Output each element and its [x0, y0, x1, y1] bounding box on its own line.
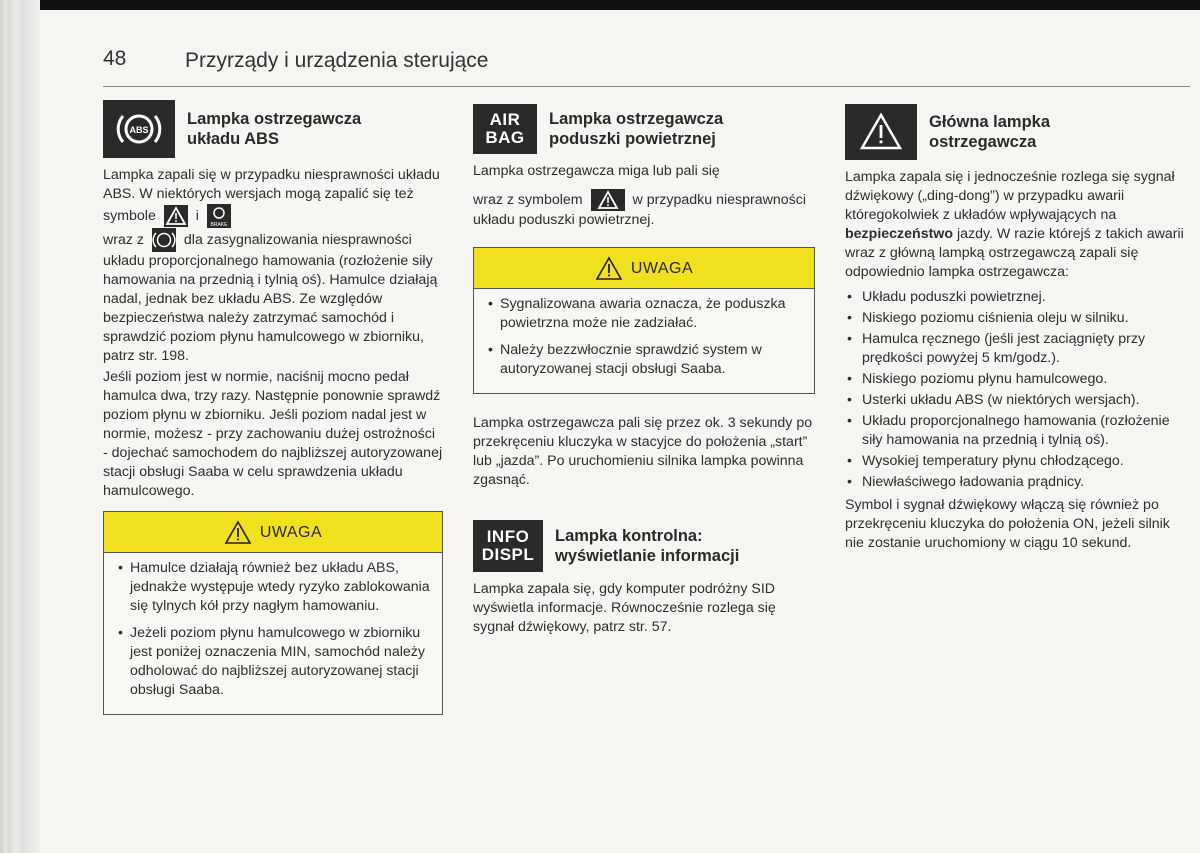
airbag-icon: AIR BAG	[473, 104, 537, 154]
main-warning-section-heading	[845, 104, 1185, 160]
top-edge	[0, 0, 1200, 10]
list-item: • Należy bezzwłocznie sprawdzić system w autoryzowanej stacji obsługi Saaba.	[488, 341, 804, 379]
airbag-section-heading	[473, 104, 818, 154]
list-item: • Niskiego poziomu ciśnienia oleju w silniku.	[845, 309, 1185, 328]
main-warning-list	[845, 288, 1185, 492]
main-warning-triangle-icon	[845, 104, 917, 160]
list-item: • Niskiego poziomu płynu hamulcowego.	[845, 370, 1185, 389]
page-number: 48	[103, 47, 127, 70]
info-section-title: Lampka kontrolna: wyświetlanie informacji	[555, 527, 740, 565]
abs-warning-header	[104, 512, 442, 553]
list-item: • Wysokiej temperatury płynu chłodzącego.	[845, 452, 1185, 471]
airbag-warning-header	[474, 248, 814, 289]
info-paragraph: Lampka zapala się, gdy komputer podróżny SID wyświetla informacje. Równocześnie rozlega się sygnał dźwiękowy, patrz str. 57.	[473, 581, 776, 635]
info-section-heading	[473, 520, 818, 572]
list-item: • Hamulca ręcznego (jeśli jest zaciągnięty przy prędkości powyżej 5 km/godz.).	[845, 330, 1185, 368]
airbag-warning-label: UWAGA	[630, 259, 694, 277]
column-main-warning	[845, 104, 1185, 555]
list-item: • Usterki układu ABS (w niektórych wersjach).	[845, 391, 1185, 410]
list-item: • Układu poduszki powietrznej.	[845, 288, 1185, 307]
airbag-warning-box	[473, 247, 815, 394]
caution-triangle-icon	[224, 520, 252, 545]
abs-warning-box	[103, 511, 443, 715]
triangle-warning-icon	[591, 189, 625, 211]
svg-text:BRAKE: BRAKE	[210, 222, 228, 228]
info-display-icon: INFO DISPL	[473, 520, 543, 572]
abs-section-title: Lampka ostrzegawcza układu ABS	[187, 110, 362, 148]
svg-text:ABS: ABS	[129, 125, 149, 135]
column-airbag	[473, 104, 818, 639]
list-item: • Jeżeli poziom płynu hamulcowego w zbiorniku jest poniżej oznaczenia MIN, samochód należy odholować do najbliższej autoryzowanej stacji obsługi Saaba.	[118, 624, 432, 700]
list-item: • Sygnalizowana awaria oznacza, że poduszka powietrzna może nie zadziałać.	[488, 295, 804, 333]
column-abs	[103, 100, 443, 715]
abs-paragraph-2: Jeśli poziom jest w normie, naciśnij mocno pedał hamulca dwa, trzy razy. Następnie ponownie sprawdź poziom płynu w zbiorniku. Jeśli poziom nadal jest w normie, możesz - przy zachowaniu dużej ostrożności - dojechać samochodem do najbliższej autoryzowanej stacji obsługi Saaba w celu sprawdzenia układu hamulcowego.	[103, 369, 443, 499]
abs-small-icon	[152, 228, 176, 252]
airbag-section-title: Lampka ostrzegawcza poduszki powietrznej	[549, 110, 724, 148]
list-item: • Układu proporcjonalnego hamowania (rozłożenie siły hamowania na przednią i tylnią oś).	[845, 412, 1185, 450]
abs-warning-list	[104, 553, 442, 714]
airbag-paragraph-3: Lampka ostrzegawcza pali się przez ok. 3 sekundy po przekręceniu kluczyka w stacyjce do położenia „start” lub „jazda”. Po uruchomieniu silnika lampka powinna zgasnąć.	[473, 415, 813, 488]
airbag-paragraph-2: wraz z symbolem w przypadku niesprawności układu poduszki powietrznej.	[473, 189, 818, 230]
brake-icon	[207, 204, 231, 228]
main-warning-paragraph-2: Symbol i sygnał dźwiękowy włączą się również po przekręceniu kluczyka do położenia ON, jeżeli silnik nie zostanie uruchomiony w ciągu 10 sekund.	[845, 497, 1170, 551]
abs-section-heading	[103, 100, 443, 158]
abs-warning-label: UWAGA	[259, 523, 323, 541]
list-item: • Hamulce działają również bez układu ABS, jednakże występuje wtedy ryzyko zablokowania się tylnych kół przy nagłym hamowaniu.	[118, 559, 432, 616]
header-rule	[103, 86, 1190, 87]
caution-triangle-icon	[595, 256, 623, 281]
main-warning-paragraph-1: Lampka zapala się i jednocześnie rozlega się sygnał dźwiękowy („ding-dong”) w przypadku awarii któregokolwiek z układów wpływających na bezpieczeństwo jazdy. W razie którejś z takich awarii wraz z główną lampką ostrzegawczą zapali się odpowiednio lampka ostrzegawcza:	[845, 169, 1184, 280]
main-warning-section-title: Główna lampka ostrzegawcza	[929, 113, 1051, 151]
airbag-warning-list	[474, 289, 814, 393]
list-item: • Niewłaściwego ładowania prądnicy.	[845, 473, 1185, 492]
airbag-paragraph-1: Lampka ostrzegawcza miga lub pali się	[473, 163, 720, 179]
page-title: Przyrządy i urządzenia sterujące	[185, 49, 489, 72]
triangle-warning-icon	[164, 205, 188, 227]
abs-paragraph-1: Lampka zapali się w przypadku niesprawności układu ABS. W niektórych wersjach mogą zapalić się też symbole i BRAKE wraz z dla zasygnalizowania niesprawności układu proporcjonalnego hamowania (rozłożenie siły hamowania na przednią i tylnią oś). Hamulce działają nadal, jednak bez układu ABS. Ze względów bezpieczeństwa należy zatrzymać samochód i sprawdzić poziom płynu hamulcowego w zbiorniku, patrz str. 198.	[103, 167, 440, 364]
book-spine	[0, 0, 40, 853]
abs-warning-icon	[103, 100, 175, 158]
